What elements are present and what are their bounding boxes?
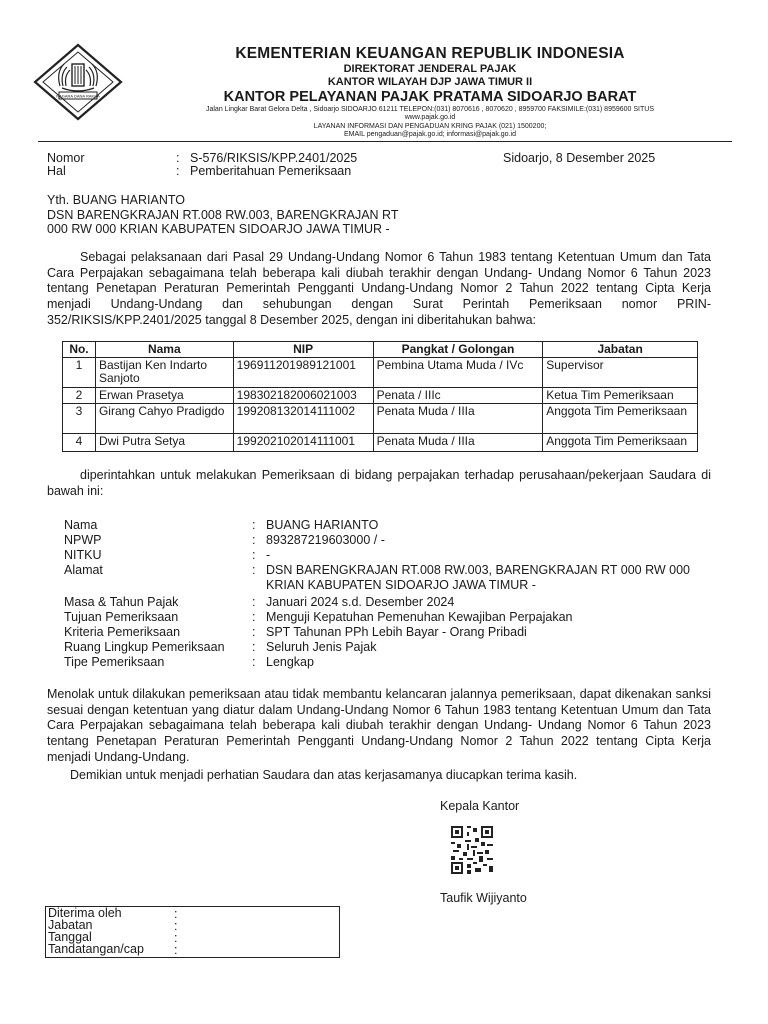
th-no: No. xyxy=(63,342,96,358)
subject-label: Alamat xyxy=(64,563,103,577)
cell-pangkat: Penata Muda / IIIa xyxy=(373,404,543,434)
cell-nip: 199202102014111001 xyxy=(233,434,373,452)
table-row xyxy=(63,358,698,388)
table-row xyxy=(63,434,698,452)
colon: : xyxy=(252,563,256,577)
th-pangkat: Pangkat / Golongan xyxy=(373,342,543,358)
cell-nip: 198302182006021003 xyxy=(233,388,373,404)
subject-value: DSN BARENGKRAJAN RT.008 RW.003, BARENGKRAJAN RT 000 RW 000 KRIAN KABUPATEN SIDOARJO JAWA TIMUR - xyxy=(266,563,690,592)
colon: : xyxy=(252,595,256,609)
table-header-row xyxy=(63,342,698,358)
colon: : xyxy=(252,655,256,669)
place-date: Sidoarjo, 8 Desember 2025 xyxy=(503,151,656,165)
letterhead xyxy=(130,44,730,140)
closing-paragraph: Demikian untuk menjadi perhatian Saudara dan atas kerjasamanya diucapkan terima kasih. xyxy=(70,768,578,782)
recipient-name: Yth. BUANG HARIANTO xyxy=(47,193,185,207)
subject-label: NPWP xyxy=(64,533,102,547)
ministry-name: KEMENTERIAN KEUANGAN REPUBLIK INDONESIA xyxy=(235,45,625,62)
hal-value: Pemberitahuan Pemeriksaan xyxy=(190,164,352,178)
colon: : xyxy=(252,533,256,547)
cell-nip: 199208132014111002 xyxy=(233,404,373,434)
subject-value: BUANG HARIANTO xyxy=(266,518,379,532)
logo-text: NAGARA DANA RAKCA xyxy=(56,93,100,99)
colon: : xyxy=(174,919,178,933)
colon: : xyxy=(252,640,256,654)
cell-pangkat: Penata / IIIc xyxy=(373,388,543,404)
hal-label: Hal xyxy=(47,164,66,178)
cell-pangkat: Pembina Utama Muda / IVc xyxy=(373,358,543,388)
cell-jabatan: Supervisor xyxy=(543,358,698,388)
subject-label: Ruang Lingkup Pemeriksaan xyxy=(64,640,225,654)
colon: : xyxy=(252,548,256,562)
colon: : xyxy=(174,907,178,921)
cell-no: 1 xyxy=(63,358,96,388)
subject-label: Tipe Pemeriksaan xyxy=(64,655,165,669)
subject-label: Nama xyxy=(64,518,98,532)
cell-nama: Erwan Prasetya xyxy=(95,388,233,404)
office-email: EMAIL pengaduan@pajak.go.id; informasi@pajak.go.id xyxy=(344,131,516,139)
regional-office-name: KANTOR WILAYAH DJP JAWA TIMUR II xyxy=(327,76,533,88)
office-name: KANTOR PELAYANAN PAJAK PRATAMA SIDOARJO BARAT xyxy=(223,89,637,105)
receipt-label: Tandatangan/cap xyxy=(48,942,144,956)
subject-value: Seluruh Jenis Pajak xyxy=(266,640,377,654)
subject-value: SPT Tahunan PPh Lebih Bayar - Orang Pribadi xyxy=(266,625,527,639)
nomor-label: Nomor xyxy=(47,151,85,165)
subject-label: Tujuan Pemeriksaan xyxy=(64,610,179,624)
th-jabatan: Jabatan xyxy=(543,342,698,358)
office-website: www.pajak.go.id xyxy=(404,114,456,122)
cell-jabatan: Anggota Tim Pemeriksaan xyxy=(543,404,698,434)
signatory-name: Taufik Wijiyanto xyxy=(440,891,527,905)
subject-value: Januari 2024 s.d. Desember 2024 xyxy=(266,595,455,609)
th-nama: Nama xyxy=(95,342,233,358)
colon: : xyxy=(176,151,180,165)
ordered-paragraph: diperintahkan untuk melakukan Pemeriksaan di bidang perpajakan terhadap perusahaan/pekerjaan Saudara di bawah ini: xyxy=(47,468,711,498)
office-hotline: LAYANAN INFORMASI DAN PENGADUAN KRING PAJAK (021) 1500200; xyxy=(313,122,547,130)
cell-pangkat: Penata Muda / IIIa xyxy=(373,434,543,452)
examiner-table xyxy=(62,341,698,452)
cell-no: 2 xyxy=(63,388,96,404)
recipient-address-1: DSN BARENGKRAJAN RT.008 RW.003, BARENGKRAJAN RT xyxy=(47,207,399,222)
colon: : xyxy=(252,610,256,624)
receipt-label: Tanggal xyxy=(48,930,92,944)
recipient-address-2: 000 RW 000 KRIAN KABUPATEN SIDOARJO JAWA TIMUR - xyxy=(47,222,390,236)
cell-nama: Dwi Putra Setya xyxy=(95,434,233,452)
nomor-value: S-576/RIKSIS/KPP.2401/2025 xyxy=(190,151,358,165)
sanction-paragraph: Menolak untuk dilakukan pemeriksaan atau tidak membantu kelancaran jalannya pemeriksaan, dapat dikenakan sanksi sesuai dengan ketentuan yang diatur dalam Undang-Undang Nomor 6 Tahun 1983 tentang Ketentuan Umum dan Tata Cara Perpajakan sebagaimana telah beberapa kali diubah terakhir dengan Undang- Undang Nomor 6 Tahun 2023 tentang Penetapan Peraturan Pemerintah Pengganti Undang-Undang Nomor 2 Tahun 2022 tentang Cipta Kerja menjadi Undang-Undang. xyxy=(47,687,711,764)
colon: : xyxy=(252,625,256,639)
subject-label: Kriteria Pemeriksaan xyxy=(64,625,181,639)
cell-nip: 196911201989121001 xyxy=(233,358,373,388)
cell-jabatan: Ketua Tim Pemeriksaan xyxy=(543,388,698,404)
colon: : xyxy=(174,943,178,957)
subject-value: Menguji Kepatuhan Pemenuhan Kewajiban Perpajakan xyxy=(266,610,573,624)
th-nip: NIP xyxy=(233,342,373,358)
receipt-label: Jabatan xyxy=(48,918,93,932)
qr-code-icon xyxy=(451,826,493,874)
colon: : xyxy=(174,931,178,945)
intro-paragraph: Sebagai pelaksanaan dari Pasal 29 Undang-Undang Nomor 6 Tahun 1983 tentang Ketentuan Umum dan Tata Cara Perpajakan sebagaimana telah beberapa kali diubah terakhir dengan Undang- Undang Nomor 6 Tahun 2023 tentang Penetapan Peraturan Pemerintah Pengganti Undang-Undang Nomor 2 Tahun 2022 tentang Cipta Kerja menjadi Undang-Undang dan sehubungan dengan Surat Perintah Pemeriksaan nomor PRIN-352/RIKSIS/KPP.2401/2025 tanggal 8 Desember 2025, dengan ini diberitahukan bahwa: xyxy=(47,250,711,327)
table-row xyxy=(63,388,698,404)
subject-value: 893287219603000 / - xyxy=(266,533,385,547)
colon: : xyxy=(176,164,180,178)
letterhead-divider xyxy=(38,141,732,142)
subject-label: NITKU xyxy=(64,548,102,562)
subject-value: Lengkap xyxy=(266,655,314,669)
subject-label: Masa & Tahun Pajak xyxy=(64,595,179,609)
cell-nama: Bastijan Ken Indarto Sanjoto xyxy=(95,358,233,388)
cell-no: 3 xyxy=(63,404,96,434)
colon: : xyxy=(252,518,256,532)
kemenkeu-logo xyxy=(32,42,124,122)
directorate-name: DIREKTORAT JENDERAL PAJAK xyxy=(343,63,517,75)
receipt-box xyxy=(45,906,340,958)
receipt-label: Diterima oleh xyxy=(48,906,122,920)
cell-nama: Girang Cahyo Pradigdo xyxy=(95,404,233,434)
cell-jabatan: Anggota Tim Pemeriksaan xyxy=(543,434,698,452)
subject-value: - xyxy=(266,548,271,562)
table-row xyxy=(63,404,698,434)
office-address: Jalan Lingkar Barat Gelora Delta , Sidoarjo SIDOARJO 61211 TELEPON:(031) 8070616 , 8070620 , 8959700 FAKSIMILE:(031) 8959600 SITUS xyxy=(205,106,654,113)
recipient-block xyxy=(47,193,399,237)
signature-title: Kepala Kantor xyxy=(440,799,520,813)
cell-no: 4 xyxy=(63,434,96,452)
